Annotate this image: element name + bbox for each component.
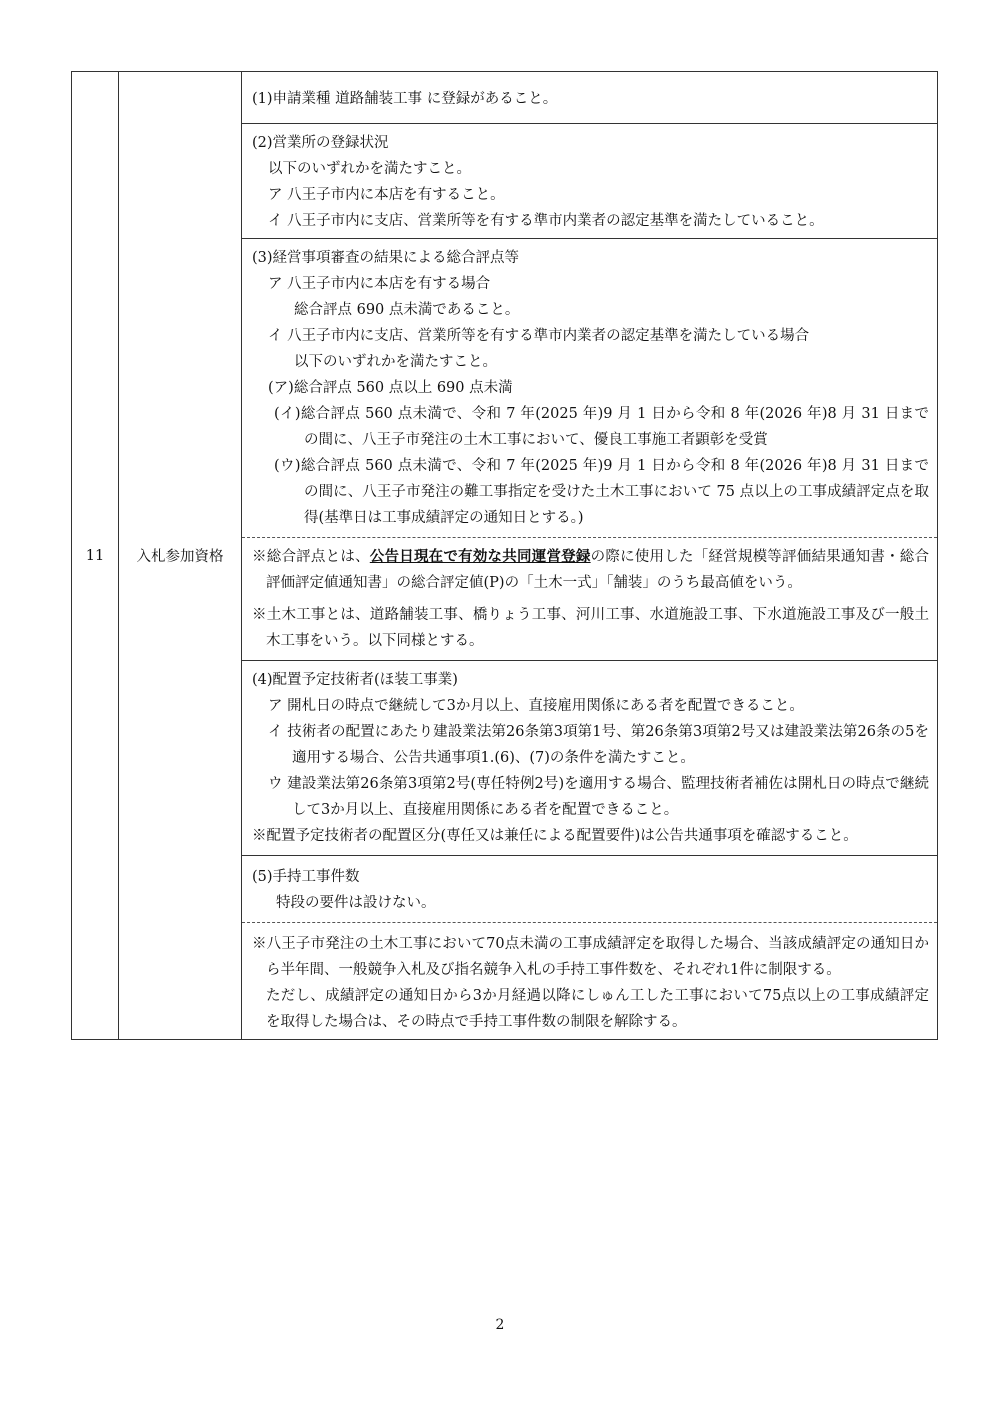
note-total-score xyxy=(252,544,929,596)
section-6-para-2: ただし、成績評定の通知日から3か月経過以降にしゅん工した工事において75点以上の工事成績評定を取得した場合は、その時点で手持工事件数の制限を解除する。 xyxy=(266,988,929,1030)
section-6-para-1: ※八王子市発注の土木工事において70点未満の工事成績評定を取得した場合、当該成績評定の通知日から半年間、一般競争入札及び指名競争入札の手持工事件数を、それぞれ1件に制限する。 xyxy=(252,936,929,978)
section-3-sub-u: (ウ)総合評点 560 点未満で、令和 7 年(2025 年)9 月 1 日から令和 8 年(2026 年)8 月 31 日までの間に、八王子市発注の難工事指定を受けた土木工事において 75 点以上の工事成績評定点を取得(基準日は工事成績評定の通知日とする。) xyxy=(274,458,929,526)
section-3-title: (3)経営事項審査の結果による総合評点等 xyxy=(252,250,520,266)
note-civil-works: ※土木工事とは、道路舗装工事、橋りょう工事、河川工事、水道施設工事、下水道施設工事及び一般土木工事をいう。以下同様とする。 xyxy=(252,607,929,649)
qualification-table xyxy=(71,71,938,1040)
section-2-item-i: イ 八王子市内に支店、営業所等を有する準市内業者の認定基準を満たしていること。 xyxy=(268,213,824,229)
row-content xyxy=(242,72,938,1040)
section-2-title: (2)営業所の登録状況 xyxy=(252,135,389,151)
section-2-intro: 以下のいずれかを満たすこと。 xyxy=(268,161,471,177)
table-row xyxy=(72,72,938,1040)
section-6 xyxy=(242,923,937,1039)
section-3-sub-a: (ア)総合評点 560 点以上 690 点未満 xyxy=(268,380,513,396)
section-3-i-head: イ 八王子市内に支店、営業所等を有する準市内業者の認定基準を満たしている場合 xyxy=(268,328,810,344)
note-total-score-emphasis: 公告日現在で有効な共同運営登録 xyxy=(369,548,591,565)
page-number: 2 xyxy=(495,1317,505,1333)
section-4-item-a: ア 開札日の時点で継続して3か月以上、直接雇用関係にある者を配置できること。 xyxy=(268,698,804,714)
section-4-item-i: イ 技術者の配置にあたり建設業法第26条第3項第1号、第26条第3項第2号又は建設業法第26条の5を適用する場合、公告共通事項1.(6)、(7)の条件を満たすこと。 xyxy=(268,724,929,766)
section-3-a-body: 総合評点 690 点未満であること。 xyxy=(294,302,520,318)
section-4-item-u: ウ 建設業法第26条第3項第2号(専任特例2号)を適用する場合、監理技術者補佐は開札日の時点で継続して3か月以上、直接雇用関係にある者を配置できること。 xyxy=(268,776,929,818)
section-5-title: (5)手持工事件数 xyxy=(252,869,360,885)
section-2-item-a: ア 八王子市内に本店を有すること。 xyxy=(268,187,505,203)
section-4-note: ※配置予定技術者の配置区分(専任又は兼任による配置要件)は公告共通事項を確認すること。 xyxy=(252,828,858,844)
section-2 xyxy=(242,124,937,239)
row-label: 入札参加資格 xyxy=(119,72,242,1040)
section-5-body: 特段の要件は設けない。 xyxy=(276,895,436,911)
section-1 xyxy=(242,72,937,124)
note-total-score-post: の際に使用した「経営規模等評価結果通知書・総合評価評定値通知書」の総合評定値(P)の「土木一式」「舗装」のうち最高値をいう。 xyxy=(266,549,930,591)
section-5 xyxy=(242,856,937,923)
section-3-i-body: 以下のいずれかを満たすこと。 xyxy=(294,354,497,370)
section-3 xyxy=(242,239,937,538)
section-3-a-head: ア 八王子市内に本店を有する場合 xyxy=(268,276,491,292)
row-number: 11 xyxy=(72,72,119,1040)
section-3-sub-i: (イ)総合評点 560 点未満で、令和 7 年(2025 年)9 月 1 日から令和 8 年(2026 年)8 月 31 日までの間に、八王子市発注の土木工事において、優良工事施工者顕彰を受賞 xyxy=(274,406,929,448)
section-1-line: (1)申請業種 道路舗装工事 に登録があること。 xyxy=(252,91,558,107)
note-total-score-pre: ※総合評点とは、 xyxy=(252,549,370,565)
section-notes xyxy=(242,538,937,661)
section-4-title: (4)配置予定技術者(ほ装工事業) xyxy=(252,672,458,688)
section-4 xyxy=(242,661,937,856)
